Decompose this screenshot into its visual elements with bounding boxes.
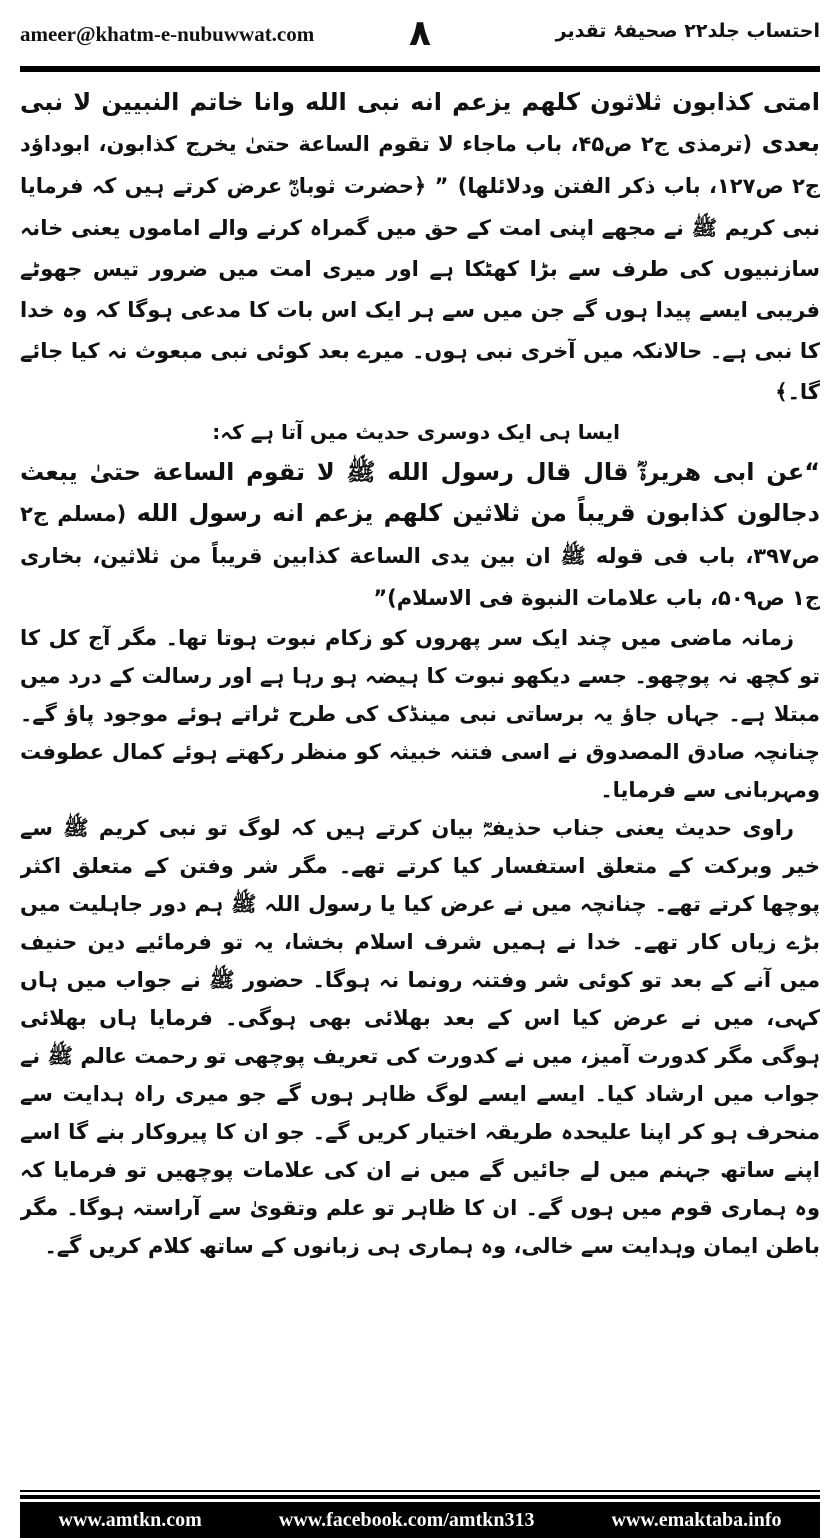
- page-header: [20, 14, 820, 62]
- book-title: احتساب جلد۲۲ صحیفۂ تقدیر: [555, 20, 820, 42]
- footer-rule-thick: [20, 1495, 820, 1499]
- page-content: [20, 82, 820, 1480]
- footer-link-facebook[interactable]: www.facebook.com/amtkn313: [278, 1508, 535, 1531]
- footer-links-bar: [20, 1502, 820, 1538]
- hadith-reference: (ترمذی ج۲ ص۴۵، باب ماجاء لا تقوم الساعة حتیٰ یخرج کذابون، ابوداؤد ج۲ ص۱۲۷، باب ذکر الفتن ودلائلھا): [20, 132, 820, 198]
- header-rule: [20, 66, 820, 72]
- commentary-paragraph: زمانہ ماضی میں چند ایک سر پھروں کو زکام نبوت ہوتا تھا۔ مگر آج کل کا تو کچھ نہ پوچھو۔ جسے دیکھو نبوت کا ہیضہ ہو رہا ہے اور رسالت کے درد میں مبتلا ہے۔ جہاں جاؤ یہ برساتی نبی مینڈک کی طرح ٹراتے ہوئے موجود پاؤ گے۔ چنانچہ صادق المصدوق نے اسی فتنہ خبیثہ کو منظر رکھتے ہوئے کمال عطوفت ومہربانی سے فرمایا۔: [20, 626, 820, 802]
- hadith-reference-2: (مسلم ج۲ ص۳۹۷، باب فی قوله ﷺ ان بین یدی الساعة کذابین قریباً من ثلاثین، بخاری ج۱ ص۵۰۹، باب علامات النبوة فی الاسلام)”: [20, 502, 820, 610]
- second-hadith-intro: ایسا ہی ایک دوسری حدیث میں آتا ہے کہ:: [212, 420, 620, 444]
- footer-rule-thin: [20, 1490, 820, 1492]
- hadith-text: امتی کذابون ثلاثون کلھم یزعم انه نبی الله وانا خاتم النبیین لا نبی بعدی: [20, 88, 820, 157]
- hadith-translation: ” ﴿حضرت ثوبانؓ عرض کرتے ہیں کہ فرمایا نبی کریم ﷺ نے مجھے اپنی امت کے حق میں گمراہ کرنے والے اماموں یعنی خانہ سازنبیوں کی طرف سے بڑا کھٹکا ہے اور میری امت میں ضرور تیس جھوٹے فریبی ایسے پیدا ہوں گے جن میں سے ہر ایک اس بات کا مدعی ہوگا کہ وہ خدا کا نبی ہے۔ حالانکہ میں آخری نبی ہوں۔ میرے بعد کوئی نبی مبعوث نہ کیا جائے گا۔﴾: [20, 174, 820, 404]
- hadith-paragraph-2: [20, 452, 820, 619]
- hadith-paragraph-1: [20, 82, 820, 412]
- header-email: ameer@khatm-e-nubuwwat.com: [20, 22, 315, 46]
- page-number: ٨: [409, 13, 431, 54]
- hudhayfa-narration-paragraph: راوی حدیث یعنی جناب حذیفہؓ بیان کرتے ہیں کہ لوگ تو نبی کریم ﷺ سے خیر وبرکت کے متعلق استفسار کیا کرتے تھے۔ مگر شر وفتن کے متعلق اکثر پوچھا کرتے تھے۔ چنانچہ میں نے عرض کیا یا رسول اللہ ﷺ ہم دور جاہلیت میں بڑے زیاں کار تھے۔ خدا نے ہمیں شرف اسلام بخشا، یہ تو فرمائیے دین حنیف میں آنے کے بعد تو کوئی شر وفتنہ رونما نہ ہوگا۔ حضور ﷺ نے جواب میں ہاں کہی، میں نے عرض کیا اس کے بعد بھلائی بھی ہوگی۔ فرمایا ہاں بھلائی ہوگی مگر کدورت آمیز، میں نے کدورت کی تعریف پوچھی تو رحمت عالم ﷺ نے جواب میں ارشاد کیا۔ ایسے ایسے لوگ ظاہر ہوں گے جو میری راہ ہدایت سے منحرف ہو کر اپنا علیحدہ طریقہ اختیار کریں گے۔ جو ان کا پیروکار بنے گا اسے اپنے ساتھ جہنم میں لے جائیں گے میں نے ان کی علامات پوچھیں تو فرمایا کہ وہ ہماری قوم میں ہوں گے۔ ان کا ظاہر تو علم وتقویٰ سے آراستہ ہوگا۔ مگر باطن ایمان وہدایت سے خالی، وہ ہماری ہی زبانوں کے ساتھ کلام کریں گے۔: [20, 816, 820, 1258]
- footer-link-amtkn[interactable]: www.amtkn.com: [58, 1508, 202, 1531]
- hadith-text-2: “عن ابی ھریرۃؓ قال قال رسول الله ﷺ لا تقوم الساعة حتیٰ یبعث دجالون کذابون قریباً من ثلاثین کلھم یزعم انه رسول الله: [20, 458, 820, 527]
- footer-link-emaktaba[interactable]: www.emaktaba.info: [611, 1508, 782, 1531]
